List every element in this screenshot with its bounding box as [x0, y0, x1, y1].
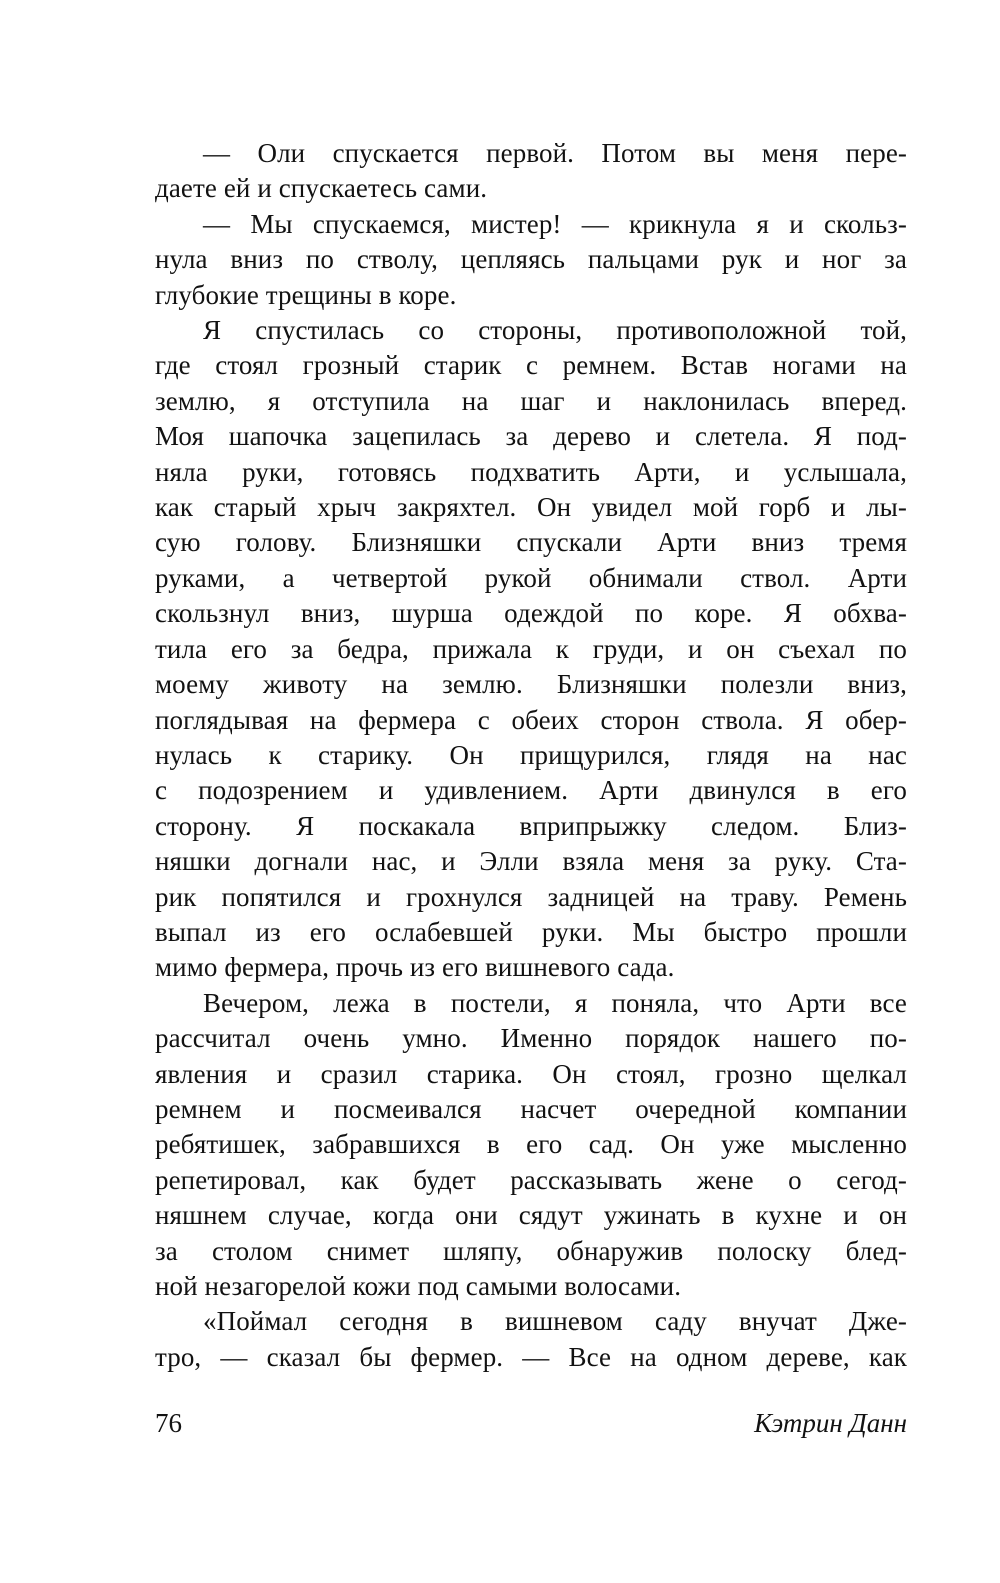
text-line: тила его за бедра, прижала к груди, и он съехал по [155, 633, 907, 664]
text-line: руками, а четвертой рукой обнимали ствол. Арти [155, 562, 907, 593]
text-line: «Поймал сегодня в вишневом саду внучат Дже- [203, 1306, 907, 1337]
running-title-author: Кэтрин Данн [754, 1408, 907, 1438]
text-line: ной незагорелой кожи под самыми волосами. [155, 1271, 682, 1301]
text-line: Я спустилась со стороны, противоположной той, [203, 315, 907, 346]
text-line: как старый хрыч закряхтел. Он увидел мой горб и лы- [155, 492, 907, 523]
text-line: ремнем и посмеивался насчет очередной компании [155, 1093, 907, 1124]
text-line: явления и сразил старика. Он стоял, грозно щелкал [155, 1058, 907, 1089]
text-line: за столом снимет шляпу, обнаружив полоску блед- [155, 1235, 907, 1266]
text-line: рик попятился и грохнулся задницей на траву. Ремень [155, 881, 907, 912]
text-line: с подозрением и удивлением. Арти двинулся в его [155, 775, 907, 806]
text-line: нула вниз по стволу, цепляясь пальцами рук и ног за [155, 244, 907, 275]
text-line: моему животу на землю. Близняшки полезли вниз, [155, 669, 907, 700]
text-line: репетировал, как будет рассказывать жене о сегод- [155, 1164, 907, 1195]
text-line: — Оли спускается первой. Потом вы меня пере- [203, 138, 907, 168]
text-line: землю, я отступила на шаг и наклонилась вперед. [155, 385, 907, 416]
text-line: рассчитал очень умно. Именно порядок нашего по- [155, 1023, 907, 1054]
text-line: ребятишек, забравшихся в его сад. Он уже мысленно [155, 1129, 907, 1160]
text-line: Моя шапочка зацепилась за дерево и слетела. Я под- [155, 421, 907, 452]
text-line: поглядывая на фермера с обеих сторон ствола. Я обер- [155, 704, 907, 735]
text-line: даете ей и спускаетесь сами. [155, 173, 488, 204]
text-line: Вечером, лежа в постели, я поняла, что Арти все [203, 987, 907, 1018]
text-line: няла руки, готовясь подхватить Арти, и услышала, [155, 456, 907, 487]
text-line: мимо фермера, прочь из его вишневого сада. [155, 952, 675, 983]
text-line: сторону. Я поскакала вприпрыжку следом. Близ- [155, 810, 907, 841]
text-line: няшнем случае, когда они сядут ужинать в кухне и он [155, 1200, 907, 1231]
text-line: скользнул вниз, шурша одеждой по коре. Я обхва- [155, 598, 907, 629]
page-footer [155, 1406, 907, 1441]
text-line: где стоял грозный старик с ремнем. Встав ногами на [155, 350, 907, 381]
text-line: тро, — сказал бы фермер. — Все на одном дереве, как [155, 1341, 907, 1372]
text-line: — Мы спускаемся, мистер! — крикнула я и скольз- [203, 208, 907, 239]
text-line: няшки догнали нас, и Элли взяла меня за руку. Ста- [155, 846, 907, 877]
text-line: выпал из его ослабевшей руки. Мы быстро прошли [155, 916, 907, 947]
text-line: сую голову. Близняшки спускали Арти вниз тремя [155, 527, 907, 558]
text-line: нулась к старику. Он прищурился, глядя на нас [155, 739, 907, 770]
page-number: 76 [155, 1408, 182, 1438]
text-line: глубокие трещины в коре. [155, 279, 457, 310]
body-text [155, 136, 907, 1375]
